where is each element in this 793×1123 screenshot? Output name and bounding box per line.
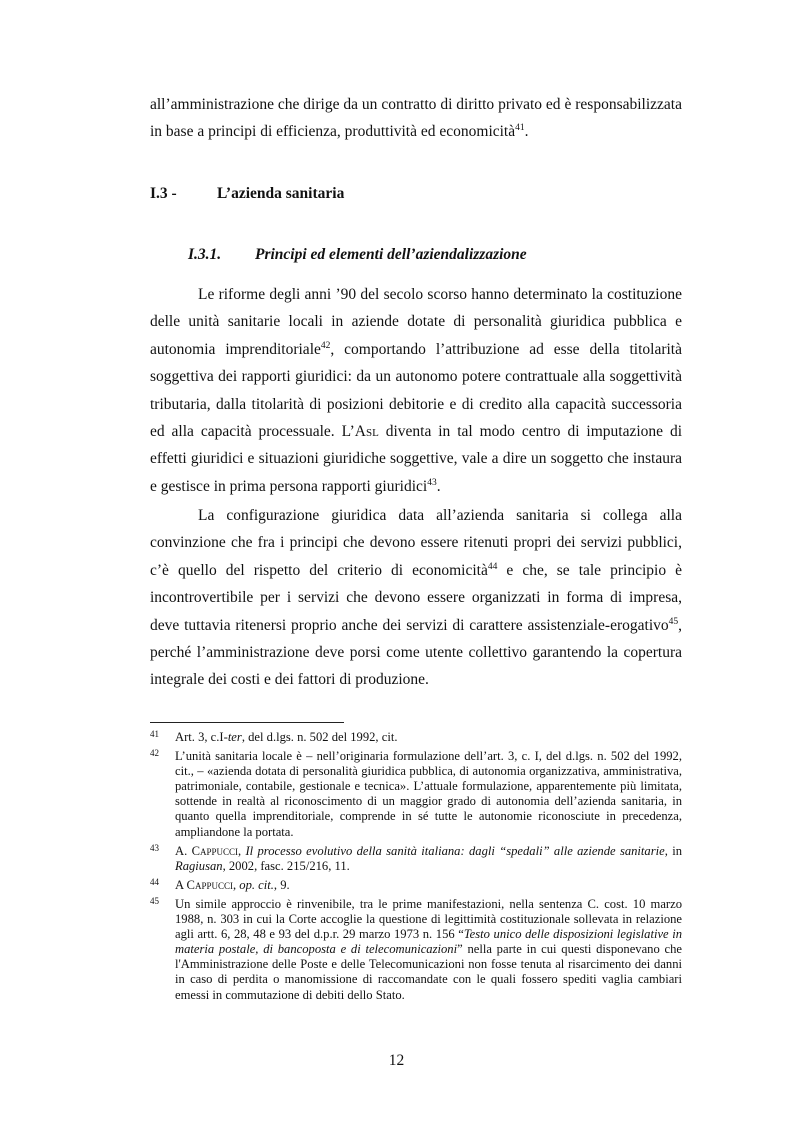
body-paragraph-2: La configurazione giuridica data all’azienda sanitaria si collega alla convinzione che fra i principi che devono essere ritenuti propri dei servizi pubblici, c’è quello del rispetto del criterio di economicità$^{44}$ e che, se tale principio è incontrovertibile per i servizi che devono essere organizzati in forma di impresa, deve tuttavia ritenersi proprio anche dei servizi di carattere assistenziale-erogativo$^{45}$, perché l’amministrazione deve porsi come utente collettivo garantendo la copertura integrale dei costi e dei fattori di produzione. [150, 507, 682, 689]
body-paragraph-1: Le riforme degli anni ’90 del secolo scorso hanno determinato la costituzione delle unità sanitarie locali in aziende dotate di personalità giuridica pubblica e autonomia imprenditoriale$^{42}$, comportando l’attribuzione ad esse della titolarità soggettiva dei rapporti giuridici: da un autonomo potere contrattuale alla soggettività tributaria, dalla titolarità di posizioni debitorie e di credito alla capacità successoria ed alla capacità processuale. L’Asl diventa in tal modo centro di imputazione di effetti giuridici e situazioni giuridiche soggettive, vale a dire un soggetto che instaura e gestisce in prima persona rapporti giuridici$^{43}$. [150, 286, 682, 495]
footnote-42: 42 L’unità sanitaria locale è – nell’originaria formulazione dell’art. 3, c. I, del d.lgs. n. 502 del 1992, cit., – «azienda dotata di personalità giuridica pubblica, di autonomia organizzativa, amministrativa, patrimoniale, contabile, gestionale e tecnica». L’attuale formulazione, apparentemente più limitata, sottende in realtà al riconoscimento di un maggior grado di autonomia dell’azienda sanitaria, in quanto quella imprenditoriale, comprende in sé tutte le autonomie riconosciute in precedenza, ampliandone la portata. [150, 748, 682, 839]
footnote-45: 45 Un simile approccio è rinvenibile, tra le prime manifestazioni, nella sentenza C. cost. 10 marzo 1988, n. 303 in cui la Corte accoglie la questione di legittimità costituzionale sollevata in relazione agli artt. 6, 28, 48 e 93 del d.p.r. 29 marzo 1973 n. 156 “Testo unico delle disposizioni legislative in materia postale, di bancoposta e di telecomunicazioni” nella parte in cui questi disponevano che l'Amministrazione delle Poste e delle Telecomunicazioni non fosse tenuta al risarcimento dei danni in caso di perdita o manomissione di raccomandate con le quali fossero spediti vaglia cambiari emessi in commutazione di debiti dello Stato. [150, 895, 683, 1002]
footnote-41: 41 Art. 3, c.I-ter, del d.lgs. n. 502 del 1992, cit. [150, 729, 398, 744]
footnote-separator [150, 722, 344, 723]
footnote-number: 45 [150, 895, 159, 906]
footnote-number: 43 [150, 842, 159, 853]
footnote-ref-43[interactable]: 43 [427, 477, 437, 488]
page-number: 12 [388, 1052, 405, 1069]
subsection-title: Principi ed elementi dell’aziendalizzazione [255, 246, 527, 263]
footnote-number: 44 [150, 876, 159, 887]
footnote-ref-45[interactable]: 45 [668, 616, 679, 627]
intro-paragraph: all’amministrazione che dirige da un contratto di diritto privato ed è responsabilizzata in base a principi di efficienza, produttività ed economicità$^{41}$. [150, 96, 682, 141]
subsection-number: I.3.1. [188, 246, 222, 263]
footnote-ref-42[interactable]: 42 [320, 340, 331, 351]
section-number: I.3 - [150, 185, 177, 202]
footnotes-area [150, 730, 682, 1007]
asl-abbreviation: Asl [354, 423, 379, 441]
footnote-number: 42 [150, 748, 159, 759]
footnote-ref-41[interactable]: 41 [515, 123, 525, 134]
footnote-number: 41 [150, 729, 159, 739]
footnote-ref-44[interactable]: 44 [487, 561, 498, 572]
footnote-43: 43 A. Cappucci, Il processo evolutivo della sanità italiana: dagli “spedali” alle aziende sanitarie, in Ragiusan, 2002, fasc. 215/216, 11. [150, 842, 683, 873]
footnote-44: 44 A Cappucci, op. cit., 9. [150, 876, 290, 892]
section-title: L’azienda sanitaria [217, 185, 345, 202]
